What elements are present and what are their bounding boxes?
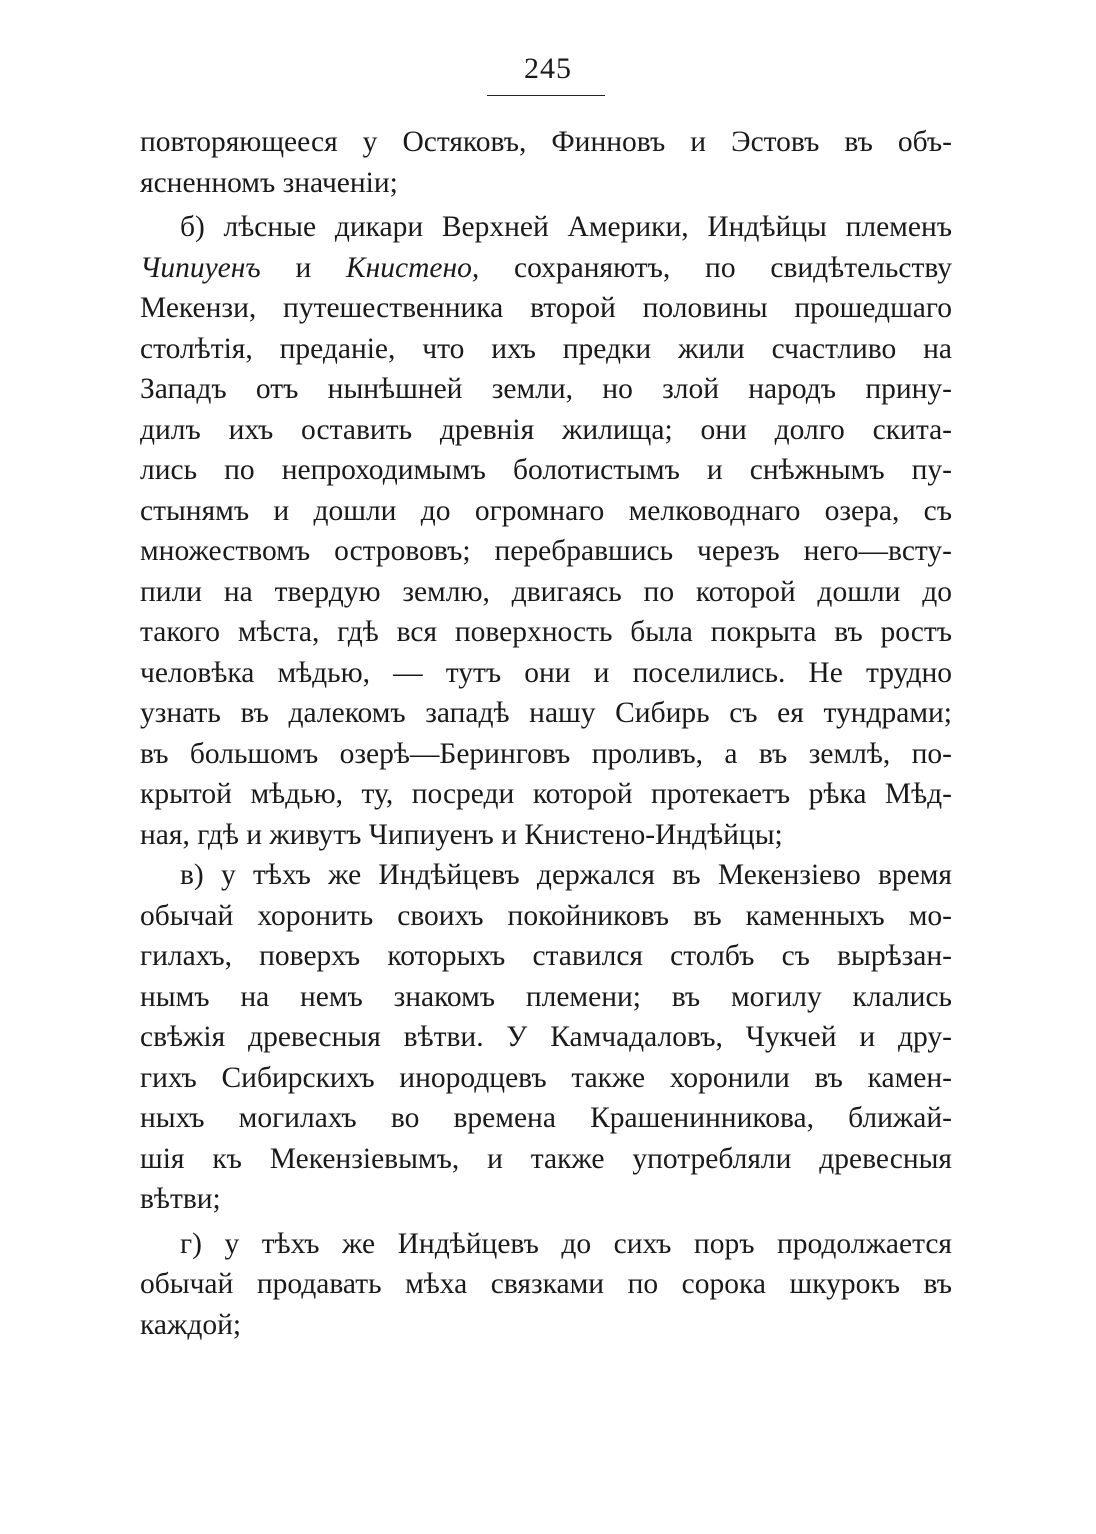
text-line: повторяющееся у Остяковъ, Финновъ и Эстовъ въ объ- (140, 126, 952, 158)
text-line: в) у тѣхъ же Индѣйцевъ держался въ Мекензiево время (180, 859, 952, 891)
text-line: ясненномъ значенiи; (140, 166, 398, 199)
italic-name: Чипиуенъ (140, 251, 261, 284)
text-line: б) лѣсные дикари Верхней Америки, Индѣйцы племенъ (180, 211, 952, 243)
paragraph-b (140, 207, 952, 855)
paragraph-v (140, 855, 952, 1220)
text-line: человѣка мѣдью, — тутъ они и поселились. Не трудно (140, 656, 952, 689)
paragraph-g (140, 1224, 952, 1346)
text-line: Западъ отъ нынѣшней земли, но злой народъ прину- (140, 373, 952, 405)
text-line: вѣтви; (140, 1183, 221, 1215)
text-line: нымъ на немъ знакомъ племени; въ могилу клались (140, 980, 952, 1013)
text-line: такого мѣста, гдѣ вся поверхность была покрыта въ ростъ (140, 616, 952, 648)
text-line: каждой; (140, 1308, 242, 1341)
text-line: гихъ Сибирскихъ инородцевъ также хоронили въ камен- (140, 1061, 952, 1094)
text-line: Мекензи, путешественника второй половины прошедшаго (140, 292, 952, 324)
text-line: лись по непроходимымъ болотистымъ и снѣжнымъ пу- (140, 454, 952, 486)
page-number: 245 (524, 52, 572, 85)
text-line: въ большомъ озерѣ—Беринговъ проливъ, а въ землѣ, по- (140, 737, 952, 770)
text-line: обычай продавать мѣха связками по сорока шкурокъ въ (140, 1268, 952, 1300)
text-line: крытой мѣдью, ту, посреди которой протекаетъ рѣка Мѣд- (140, 778, 952, 810)
text-line: пили на твердую землю, двигаясь по которой дошли до (140, 575, 952, 608)
text-line: шiя къ Мекензiевымъ, и также употребляли древесныя (140, 1142, 952, 1175)
text-line: столѣтiя, преданiе, что ихъ предки жили счастливо на (140, 332, 952, 365)
text-line: г) у тѣхъ же Индѣйцевъ до сихъ поръ продолжается (180, 1227, 952, 1260)
text-line: свѣжiя древесныя вѣтви. У Камчадаловъ, Чукчей и дру- (140, 1021, 952, 1053)
paragraph-1 (140, 122, 952, 203)
text-line: узнать въ далекомъ западѣ нашу Сибирь съ ея тундрами; (140, 697, 952, 729)
text-line: обычай хоронить своихъ покойниковъ въ каменныхъ мо- (140, 899, 952, 932)
italic-name: Книстено, (346, 251, 480, 284)
text-line: гилахъ, поверхъ которыхъ ставился столбъ съ вырѣзан- (140, 940, 952, 972)
text-line: дилъ ихъ оставить древнiя жилища; они долго скита- (140, 413, 952, 446)
body-text (140, 122, 952, 1345)
text-line: множествомъ острововъ; перебравшись черезъ него—всту- (140, 535, 952, 567)
text-line-with-italics: Чипиуенъ и Книстено, сохраняютъ, по свидѣтельству (140, 251, 953, 284)
text-line: стынямъ и дошли до огромнаго мелководнаго озера, съ (140, 494, 952, 527)
header-rule (487, 95, 605, 96)
text-line: ныхъ могилахъ во времена Крашенинникова, ближай- (140, 1102, 952, 1134)
text-line: ная, гдѣ и живутъ Чипиуенъ и Книстено-Индѣйцы; (140, 818, 783, 851)
